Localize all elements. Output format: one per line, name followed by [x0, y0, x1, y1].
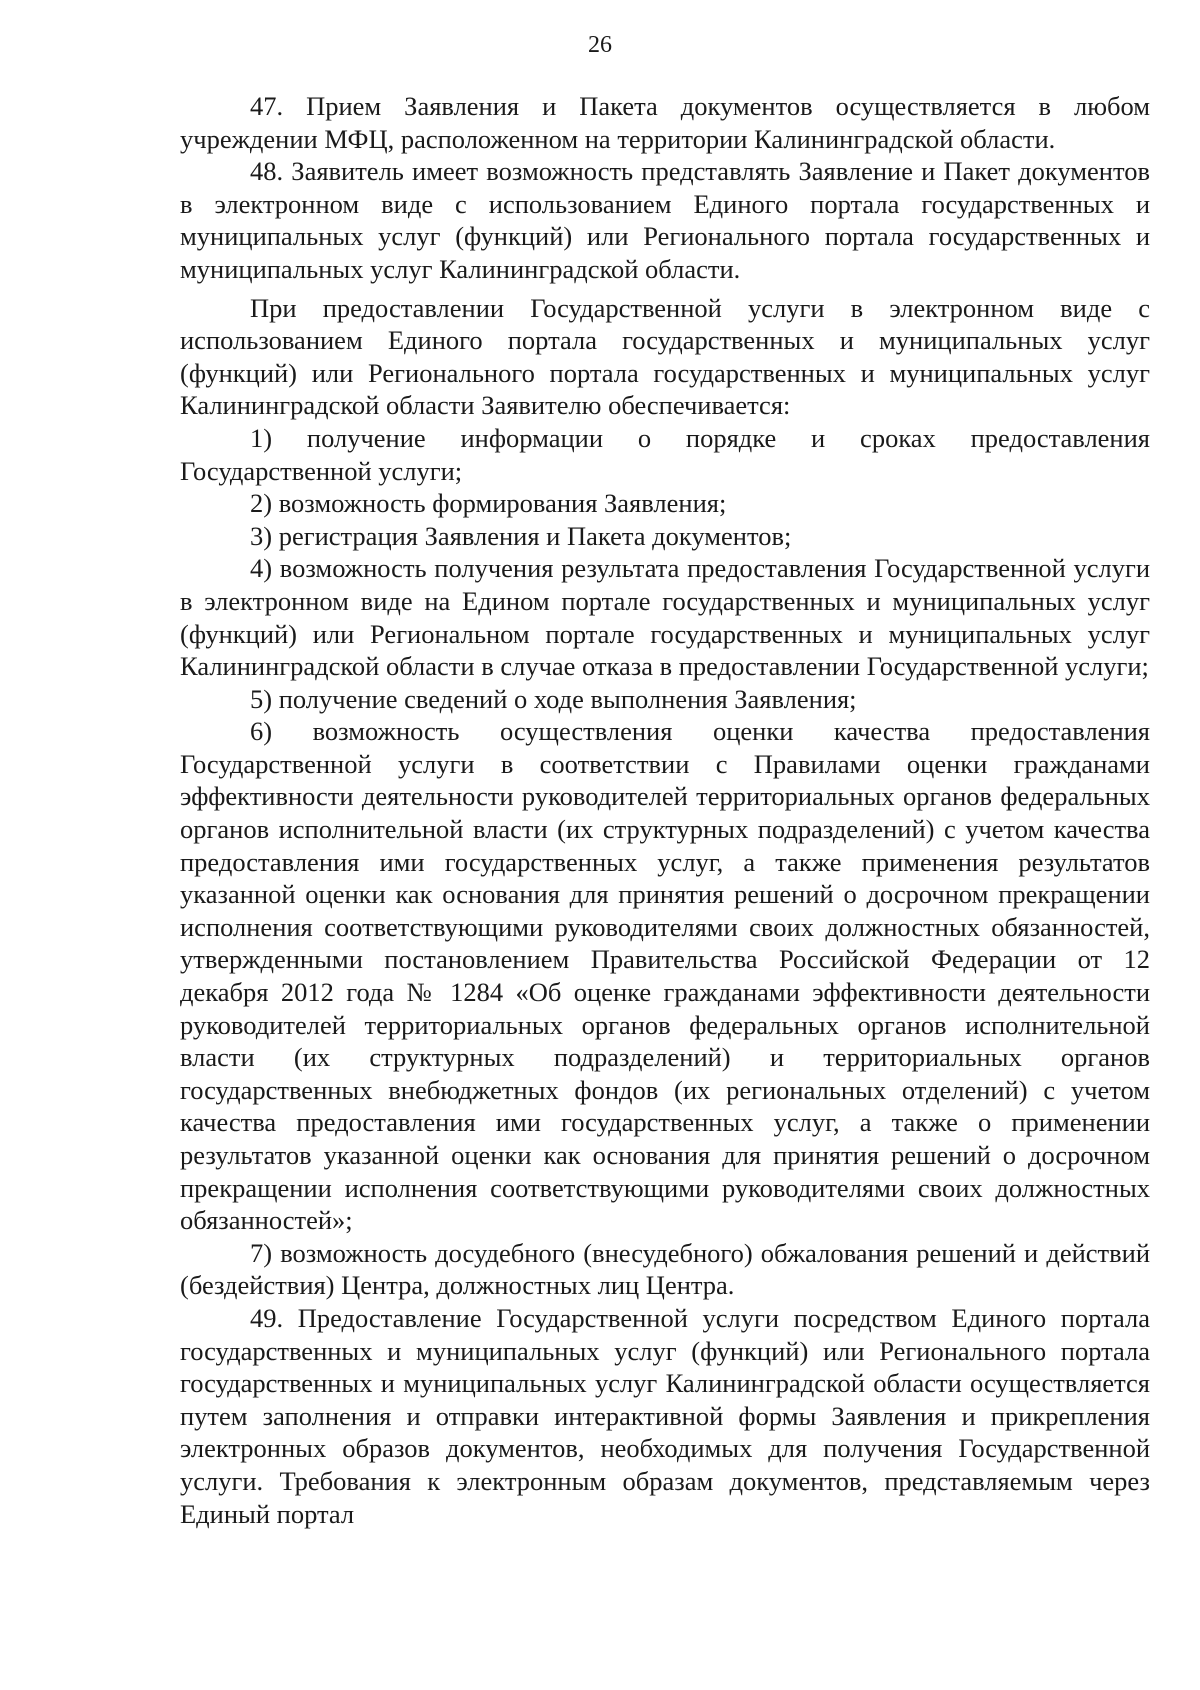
- list-item-6: 6) возможность осуществления оценки качества предоставления Государственной услуги в соответствии с Правилами оценки гражданами эффективности деятельности руководителей территориальных органов федеральных органов исполнительной власти (их структурных подразделений) с учетом качества предоставления ими государственных услуг, а также применения результатов указанной оценки как основания для принятия решений о досрочном прекращении исполнения соответствующими руководителями своих должностных обязанностей, утвержденными постановлением Правительства Российской Федерации от 12 декабря 2012 года № 1284 «Об оценке гражданами эффективности деятельности руководителей территориальных органов федеральных органов исполнительной власти (их структурных подразделений) и территориальных органов государственных внебюджетных фондов (их региональных отделений) с учетом качества предоставления ими государственных услуг, а также о применении результатов указанной оценки как основания для принятия решений о досрочном прекращении исполнения соответствующими руководителями своих должностных обязанностей»;: [180, 716, 1150, 1236]
- paragraph-electronic-provision: При предоставлении Государственной услуги в электронном виде с использованием Единого портала государственных и муниципальных услуг (функций) или Регионального портала государственных и муниципальных услуг Калининградской области Заявителю обеспечивается:: [180, 292, 1150, 421]
- paragraph-48: 48. Заявитель имеет возможность представлять Заявление и Пакет документов в электронном виде с использованием Единого портала государственных и муниципальных услуг (функций) или Регионального портала государственных и муниципальных услуг Калининградской области.: [180, 156, 1150, 284]
- paragraph-47: 47. Прием Заявления и Пакета документов осуществляется в любом учреждении МФЦ, расположенном на территории Калининградской области.: [180, 91, 1150, 154]
- page-number: 26: [588, 32, 612, 58]
- list-item-5: 5) получение сведений о ходе выполнения Заявления;: [250, 683, 857, 714]
- paragraph-49: 49. Предоставление Государственной услуги посредством Единого портала государственных и муниципальных услуг (функций) или Регионального портала государственных и муниципальных услуг Калининградской области осуществляется путем заполнения и отправки интерактивной формы Заявления и прикрепления электронных образов документов, необходимых для получения Государственной услуги. Требования к электронным образам документов, представляемым через Единый портал: [180, 1302, 1150, 1529]
- list-item-7: 7) возможность досудебного (внесудебного) обжалования решений и действий (бездействия) Центра, должностных лиц Центра.: [180, 1237, 1150, 1301]
- list-item-3: 3) регистрация Заявления и Пакета документов;: [250, 520, 792, 551]
- list-item-2: 2) возможность формирования Заявления;: [250, 488, 727, 519]
- document-body: [180, 90, 1150, 1530]
- list-item-1: 1) получение информации о порядке и сроках предоставления Государственной услуги;: [180, 422, 1150, 486]
- list-item-4: 4) возможность получения результата предоставления Государственной услуги в электронном виде на Едином портале государственных и муниципальных услуг (функций) или Региональном портале государственных и муниципальных услуг Калининградской области в случае отказа в предоставлении Государственной услуги;: [180, 553, 1150, 682]
